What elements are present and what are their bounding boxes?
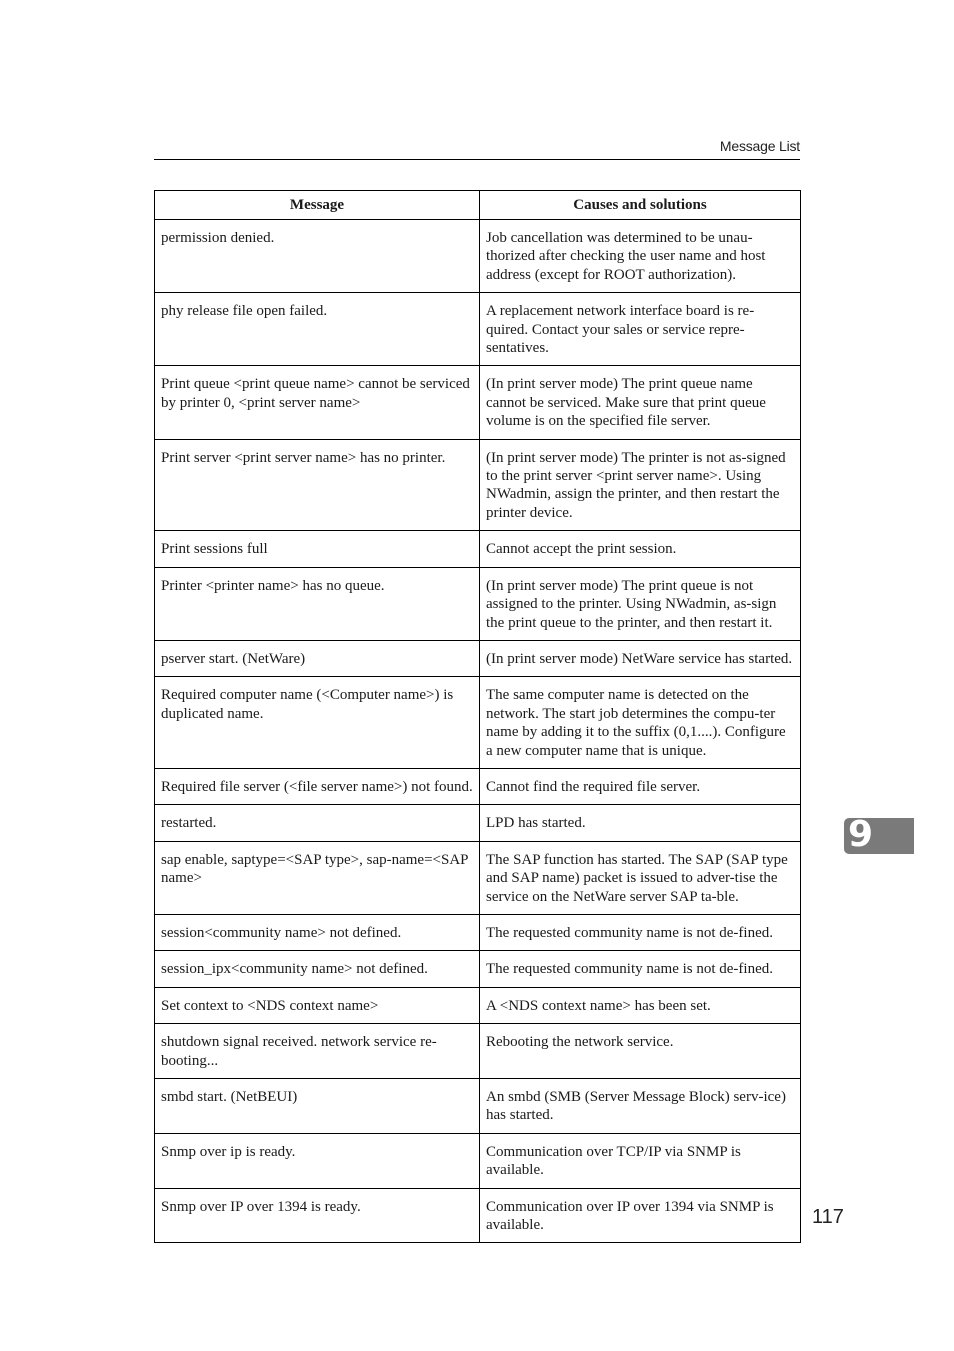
message-cell: Print sessions full	[155, 531, 480, 567]
message-cell: Set context to <NDS context name>	[155, 987, 480, 1023]
column-header-causes: Causes and solutions	[480, 191, 801, 220]
message-cell: permission denied.	[155, 220, 480, 293]
message-cell: session_ipx<community name> not defined.	[155, 951, 480, 987]
cause-cell: (In print server mode) The print queue name cannot be serviced. Make sure that print queue volume is on the specified file server.	[480, 366, 801, 439]
table-row	[155, 841, 801, 914]
table-header-row	[155, 191, 801, 220]
message-cell: phy release file open failed.	[155, 293, 480, 366]
message-cell: shutdown signal received. network service re-booting...	[155, 1024, 480, 1079]
table-row	[155, 951, 801, 987]
cause-cell: (In print server mode) The print queue is not assigned to the printer. Using NWadmin, as-sign the print queue to the printer, and then restart it.	[480, 567, 801, 640]
message-cell: pserver start. (NetWare)	[155, 640, 480, 676]
cause-cell: A <NDS context name> has been set.	[480, 987, 801, 1023]
table-row	[155, 1079, 801, 1134]
column-header-message: Message	[155, 191, 480, 220]
cause-cell: Cannot find the required file server.	[480, 768, 801, 804]
cause-cell: Job cancellation was determined to be unau-thorized after checking the user name and host address (except for ROOT authorization).	[480, 220, 801, 293]
page-number: 117	[812, 1206, 844, 1228]
table-row	[155, 1188, 801, 1243]
running-header: Message List	[719, 138, 800, 154]
table-row	[155, 439, 801, 531]
table-row	[155, 805, 801, 841]
table-row	[155, 677, 801, 769]
message-cell: smbd start. (NetBEUI)	[155, 1079, 480, 1134]
cause-cell: Rebooting the network service.	[480, 1024, 801, 1079]
header-rule	[154, 159, 800, 160]
message-cell: Print queue <print queue name> cannot be serviced by printer 0, <print server name>	[155, 366, 480, 439]
chapter-number: 9	[848, 814, 874, 855]
table-row	[155, 640, 801, 676]
cause-cell: The SAP function has started. The SAP (SAP type and SAP name) packet is issued to adver-tise the service on the NetWare server SAP ta-ble.	[480, 841, 801, 914]
cause-cell: LPD has started.	[480, 805, 801, 841]
message-cell: Print server <print server name> has no printer.	[155, 439, 480, 531]
cause-cell: The requested community name is not de-fined.	[480, 914, 801, 950]
message-cell: restarted.	[155, 805, 480, 841]
table-row	[155, 293, 801, 366]
table-row	[155, 1024, 801, 1079]
cause-cell: (In print server mode) The printer is not as-signed to the print server <print server name>. Using NWadmin, assign the printer, and then restart the printer device.	[480, 439, 801, 531]
message-cell: Printer <printer name> has no queue.	[155, 567, 480, 640]
message-table	[154, 190, 801, 1243]
table-row	[155, 531, 801, 567]
message-cell: Snmp over IP over 1394 is ready.	[155, 1188, 480, 1243]
table-row	[155, 567, 801, 640]
table-row	[155, 987, 801, 1023]
cause-cell: Communication over TCP/IP via SNMP is available.	[480, 1133, 801, 1188]
message-cell: Required file server (<file server name>) not found.	[155, 768, 480, 804]
message-cell: sap enable, saptype=<SAP type>, sap-name=<SAP name>	[155, 841, 480, 914]
message-cell: session<community name> not defined.	[155, 914, 480, 950]
table-row	[155, 220, 801, 293]
message-cell: Required computer name (<Computer name>) is duplicated name.	[155, 677, 480, 769]
table-row	[155, 914, 801, 950]
cause-cell: An smbd (SMB (Server Message Block) serv-ice) has started.	[480, 1079, 801, 1134]
cause-cell: A replacement network interface board is re-quired. Contact your sales or service repre-sentatives.	[480, 293, 801, 366]
cause-cell: (In print server mode) NetWare service has started.	[480, 640, 801, 676]
cause-cell: The requested community name is not de-fined.	[480, 951, 801, 987]
cause-cell: The same computer name is detected on the network. The start job determines the compu-ter name by adding it to the suffix (0,1....). Configure a new computer name that is unique.	[480, 677, 801, 769]
table-row	[155, 768, 801, 804]
message-cell: Snmp over ip is ready.	[155, 1133, 480, 1188]
cause-cell: Cannot accept the print session.	[480, 531, 801, 567]
cause-cell: Communication over IP over 1394 via SNMP is available.	[480, 1188, 801, 1243]
table-row	[155, 1133, 801, 1188]
table-row	[155, 366, 801, 439]
